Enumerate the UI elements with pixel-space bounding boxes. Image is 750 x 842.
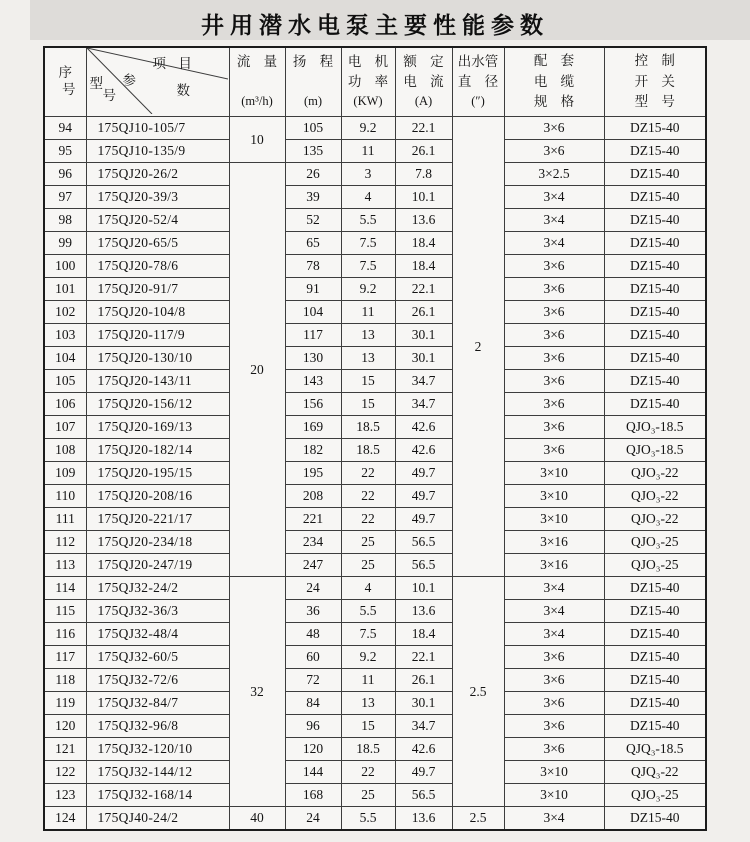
seq-cell: 112: [44, 531, 86, 554]
table-row: [44, 255, 706, 278]
head-cell: 182: [285, 439, 341, 462]
current-cell: 49.7: [395, 462, 452, 485]
cable-cell: 3×4: [504, 600, 604, 623]
table-row: [44, 646, 706, 669]
table-row: [44, 140, 706, 163]
header-power-line2: 功 率: [347, 74, 389, 90]
head-cell: 120: [285, 738, 341, 761]
switch-cell: DZ15-40: [604, 209, 706, 232]
head-cell: 144: [285, 761, 341, 784]
model-cell: 175QJ40-24/2: [86, 807, 229, 830]
header-switch: [604, 47, 706, 117]
table-row: [44, 117, 706, 140]
seq-cell: 94: [44, 117, 86, 140]
current-cell: 34.7: [395, 393, 452, 416]
table-row: [44, 600, 706, 623]
power-cell: 15: [341, 370, 395, 393]
power-cell: 25: [341, 784, 395, 807]
head-cell: 36: [285, 600, 341, 623]
table-row: [44, 301, 706, 324]
power-cell: 3: [341, 163, 395, 186]
head-cell: 60: [285, 646, 341, 669]
switch-cell: QJO₃-18.5: [604, 439, 706, 462]
switch-cell: DZ15-40: [604, 278, 706, 301]
table-row: [44, 163, 706, 186]
header-diagonal-param-1: 参: [122, 73, 136, 88]
power-cell: 11: [341, 140, 395, 163]
power-cell: 18.5: [341, 439, 395, 462]
power-cell: 13: [341, 347, 395, 370]
head-cell: 135: [285, 140, 341, 163]
header-cable-line1: 配 套: [533, 52, 575, 68]
flow-cell: 32: [229, 577, 285, 807]
seq-cell: 105: [44, 370, 86, 393]
current-cell: 56.5: [395, 784, 452, 807]
table-row: [44, 439, 706, 462]
cable-cell: 3×4: [504, 186, 604, 209]
current-cell: 10.1: [395, 186, 452, 209]
table-row: [44, 623, 706, 646]
model-cell: 175QJ32-24/2: [86, 577, 229, 600]
cable-cell: 3×4: [504, 232, 604, 255]
cable-cell: 3×4: [504, 577, 604, 600]
table-row: [44, 715, 706, 738]
seq-cell: 98: [44, 209, 86, 232]
current-cell: 30.1: [395, 324, 452, 347]
model-cell: 175QJ20-143/11: [86, 370, 229, 393]
current-cell: 22.1: [395, 646, 452, 669]
cable-cell: 3×10: [504, 508, 604, 531]
cable-cell: 3×6: [504, 278, 604, 301]
current-cell: 13.6: [395, 209, 452, 232]
head-cell: 65: [285, 232, 341, 255]
header-head-unit: (m): [303, 94, 323, 109]
table-row: [44, 738, 706, 761]
header-current-unit: (A): [414, 94, 433, 109]
header-diagonal: [86, 47, 229, 117]
table-row: [44, 577, 706, 600]
current-cell: 22.1: [395, 117, 452, 140]
cable-cell: 3×10: [504, 784, 604, 807]
seq-cell: 99: [44, 232, 86, 255]
table-row: [44, 186, 706, 209]
power-cell: 9.2: [341, 117, 395, 140]
header-switch-line1: 控 制: [634, 52, 675, 68]
head-cell: 96: [285, 715, 341, 738]
current-cell: 30.1: [395, 692, 452, 715]
model-cell: 175QJ32-168/14: [86, 784, 229, 807]
seq-cell: 102: [44, 301, 86, 324]
table-row: [44, 807, 706, 830]
table-row: [44, 393, 706, 416]
table-row: [44, 761, 706, 784]
header-current-line1: 额 定: [403, 54, 444, 70]
model-cell: 175QJ32-60/5: [86, 646, 229, 669]
current-cell: 42.6: [395, 416, 452, 439]
current-cell: 49.7: [395, 761, 452, 784]
cable-cell: 3×6: [504, 347, 604, 370]
current-cell: 26.1: [395, 669, 452, 692]
switch-cell: QJO₃-25: [604, 531, 706, 554]
power-cell: 5.5: [341, 600, 395, 623]
model-cell: 175QJ20-208/16: [86, 485, 229, 508]
seq-cell: 95: [44, 140, 86, 163]
cable-cell: 3×6: [504, 117, 604, 140]
header-switch-line2: 开 关: [634, 73, 675, 89]
model-cell: 175QJ20-117/9: [86, 324, 229, 347]
switch-cell: QJO₃-22: [604, 485, 706, 508]
seq-cell: 103: [44, 324, 86, 347]
seq-cell: 115: [44, 600, 86, 623]
seq-cell: 119: [44, 692, 86, 715]
seq-cell: 118: [44, 669, 86, 692]
seq-cell: 101: [44, 278, 86, 301]
switch-cell: QJO₃-25: [604, 784, 706, 807]
header-power-unit: (KW): [353, 94, 383, 109]
header-switch-line3: 型 号: [634, 94, 675, 110]
model-cell: 175QJ32-144/12: [86, 761, 229, 784]
model-cell: 175QJ20-39/3: [86, 186, 229, 209]
cable-cell: 3×6: [504, 738, 604, 761]
outlet-cell: 2.5: [452, 577, 504, 807]
head-cell: 169: [285, 416, 341, 439]
table-row: [44, 531, 706, 554]
power-cell: 22: [341, 508, 395, 531]
header-seq: [44, 47, 86, 117]
power-cell: 22: [341, 485, 395, 508]
head-cell: 221: [285, 508, 341, 531]
table-row: [44, 784, 706, 807]
power-cell: 7.5: [341, 232, 395, 255]
head-cell: 156: [285, 393, 341, 416]
current-cell: 18.4: [395, 623, 452, 646]
switch-cell: DZ15-40: [604, 347, 706, 370]
seq-cell: 100: [44, 255, 86, 278]
table-row: [44, 692, 706, 715]
switch-cell: DZ15-40: [604, 623, 706, 646]
power-cell: 25: [341, 531, 395, 554]
cable-cell: 3×6: [504, 715, 604, 738]
table-row: [44, 508, 706, 531]
head-cell: 72: [285, 669, 341, 692]
current-cell: 18.4: [395, 255, 452, 278]
switch-cell: DZ15-40: [604, 140, 706, 163]
power-cell: 5.5: [341, 209, 395, 232]
head-cell: 168: [285, 784, 341, 807]
switch-cell: DZ15-40: [604, 186, 706, 209]
current-cell: 49.7: [395, 508, 452, 531]
cable-cell: 3×6: [504, 370, 604, 393]
seq-cell: 110: [44, 485, 86, 508]
flow-cell: 20: [229, 163, 285, 577]
current-cell: 13.6: [395, 807, 452, 830]
cable-cell: 3×6: [504, 439, 604, 462]
power-cell: 18.5: [341, 416, 395, 439]
switch-cell: QJQ₃-22: [604, 761, 706, 784]
model-cell: 175QJ32-84/7: [86, 692, 229, 715]
header-diagonal-item: 项 目: [152, 56, 192, 71]
cable-cell: 3×6: [504, 692, 604, 715]
cable-cell: 3×2.5: [504, 163, 604, 186]
switch-cell: DZ15-40: [604, 577, 706, 600]
seq-cell: 117: [44, 646, 86, 669]
model-cell: 175QJ20-104/8: [86, 301, 229, 324]
head-cell: 104: [285, 301, 341, 324]
header-outlet-line1: 出水管: [457, 54, 499, 70]
head-cell: 105: [285, 117, 341, 140]
head-cell: 234: [285, 531, 341, 554]
model-cell: 175QJ20-182/14: [86, 439, 229, 462]
current-cell: 49.7: [395, 485, 452, 508]
head-cell: 195: [285, 462, 341, 485]
switch-cell: DZ15-40: [604, 255, 706, 278]
power-cell: 15: [341, 715, 395, 738]
switch-cell: DZ15-40: [604, 301, 706, 324]
switch-cell: QJO₃-25: [604, 554, 706, 577]
power-cell: 22: [341, 761, 395, 784]
current-cell: 26.1: [395, 301, 452, 324]
seq-cell: 121: [44, 738, 86, 761]
header-flow-label: 流 量: [236, 54, 278, 69]
switch-cell: QJO₃-18.5: [604, 416, 706, 439]
current-cell: 10.1: [395, 577, 452, 600]
cable-cell: 3×4: [504, 209, 604, 232]
current-cell: 7.8: [395, 163, 452, 186]
model-cell: 175QJ32-120/10: [86, 738, 229, 761]
cable-cell: 3×6: [504, 646, 604, 669]
switch-cell: DZ15-40: [604, 393, 706, 416]
model-cell: 175QJ20-52/4: [86, 209, 229, 232]
switch-cell: DZ15-40: [604, 117, 706, 140]
table-row: [44, 324, 706, 347]
switch-cell: DZ15-40: [604, 232, 706, 255]
header-outlet-line2: 直 径: [457, 74, 499, 90]
header-current: [395, 47, 452, 117]
head-cell: 78: [285, 255, 341, 278]
model-cell: 175QJ20-234/18: [86, 531, 229, 554]
seq-cell: 96: [44, 163, 86, 186]
seq-cell: 122: [44, 761, 86, 784]
cable-cell: 3×10: [504, 462, 604, 485]
model-cell: 175QJ20-221/17: [86, 508, 229, 531]
model-cell: 175QJ32-72/6: [86, 669, 229, 692]
seq-cell: 124: [44, 807, 86, 830]
model-cell: 175QJ32-48/4: [86, 623, 229, 646]
current-cell: 22.1: [395, 278, 452, 301]
head-cell: 84: [285, 692, 341, 715]
table-row: [44, 554, 706, 577]
parameters-table-wrapper: [43, 46, 707, 831]
table-row: [44, 209, 706, 232]
current-cell: 34.7: [395, 715, 452, 738]
switch-cell: DZ15-40: [604, 600, 706, 623]
head-cell: 52: [285, 209, 341, 232]
seq-cell: 111: [44, 508, 86, 531]
switch-cell: DZ15-40: [604, 163, 706, 186]
switch-cell: DZ15-40: [604, 324, 706, 347]
cable-cell: 3×4: [504, 623, 604, 646]
switch-cell: DZ15-40: [604, 646, 706, 669]
head-cell: 91: [285, 278, 341, 301]
table-row: [44, 232, 706, 255]
head-cell: 117: [285, 324, 341, 347]
flow-cell: 40: [229, 807, 285, 830]
switch-cell: DZ15-40: [604, 715, 706, 738]
current-cell: 18.4: [395, 232, 452, 255]
power-cell: 7.5: [341, 255, 395, 278]
switch-cell: QJO₃-22: [604, 462, 706, 485]
table-row: [44, 462, 706, 485]
seq-cell: 120: [44, 715, 86, 738]
header-head-label: 扬 程: [292, 54, 334, 69]
head-cell: 24: [285, 807, 341, 830]
power-cell: 15: [341, 393, 395, 416]
current-cell: 26.1: [395, 140, 452, 163]
head-cell: 39: [285, 186, 341, 209]
model-cell: 175QJ32-96/8: [86, 715, 229, 738]
flow-cell: 10: [229, 117, 285, 163]
power-cell: 7.5: [341, 623, 395, 646]
seq-cell: 104: [44, 347, 86, 370]
table-row: [44, 669, 706, 692]
power-cell: 9.2: [341, 646, 395, 669]
seq-cell: 113: [44, 554, 86, 577]
seq-cell: 116: [44, 623, 86, 646]
seq-cell: 97: [44, 186, 86, 209]
header-row: [44, 47, 706, 117]
head-cell: 24: [285, 577, 341, 600]
current-cell: 13.6: [395, 600, 452, 623]
model-cell: 175QJ20-26/2: [86, 163, 229, 186]
header-diagonal-model-1: 型: [89, 76, 103, 91]
switch-cell: DZ15-40: [604, 669, 706, 692]
outlet-cell: 2: [452, 117, 504, 577]
model-cell: 175QJ20-91/7: [86, 278, 229, 301]
power-cell: 18.5: [341, 738, 395, 761]
cable-cell: 3×6: [504, 301, 604, 324]
power-cell: 4: [341, 577, 395, 600]
model-cell: 175QJ10-105/7: [86, 117, 229, 140]
power-cell: 25: [341, 554, 395, 577]
model-cell: 175QJ32-36/3: [86, 600, 229, 623]
header-diagonal-param-2: 数: [176, 83, 190, 98]
header-cable-line2: 电 缆: [533, 73, 575, 89]
header-cable: [504, 47, 604, 117]
model-cell: 175QJ20-169/13: [86, 416, 229, 439]
header-outlet-unit: (″): [471, 94, 485, 109]
power-cell: 5.5: [341, 807, 395, 830]
head-cell: 143: [285, 370, 341, 393]
head-cell: 48: [285, 623, 341, 646]
header-seq-line2: 号: [62, 82, 76, 97]
header-head: [285, 47, 341, 117]
header-cable-line3: 规 格: [533, 94, 575, 110]
current-cell: 42.6: [395, 439, 452, 462]
table-row: [44, 278, 706, 301]
cable-cell: 3×10: [504, 485, 604, 508]
seq-cell: 108: [44, 439, 86, 462]
seq-cell: 123: [44, 784, 86, 807]
power-cell: 22: [341, 462, 395, 485]
cable-cell: 3×6: [504, 324, 604, 347]
switch-cell: QJO₃-22: [604, 508, 706, 531]
switch-cell: QJQ₃-18.5: [604, 738, 706, 761]
head-cell: 247: [285, 554, 341, 577]
model-cell: 175QJ20-130/10: [86, 347, 229, 370]
power-cell: 13: [341, 692, 395, 715]
table-row: [44, 416, 706, 439]
cable-cell: 3×6: [504, 255, 604, 278]
current-cell: 30.1: [395, 347, 452, 370]
header-current-line2: 电 流: [403, 74, 444, 90]
table-row: [44, 347, 706, 370]
power-cell: 11: [341, 301, 395, 324]
table-row: [44, 370, 706, 393]
switch-cell: DZ15-40: [604, 370, 706, 393]
current-cell: 56.5: [395, 531, 452, 554]
cable-cell: 3×6: [504, 140, 604, 163]
cable-cell: 3×6: [504, 669, 604, 692]
power-cell: 13: [341, 324, 395, 347]
header-flow: [229, 47, 285, 117]
seq-cell: 106: [44, 393, 86, 416]
header-outlet: [452, 47, 504, 117]
head-cell: 26: [285, 163, 341, 186]
seq-cell: 114: [44, 577, 86, 600]
header-seq-line1: 序: [58, 65, 72, 81]
power-cell: 4: [341, 186, 395, 209]
header-power: [341, 47, 395, 117]
header-flow-unit: (m³/h): [241, 94, 273, 109]
power-cell: 9.2: [341, 278, 395, 301]
cable-cell: 3×16: [504, 554, 604, 577]
cable-cell: 3×6: [504, 416, 604, 439]
model-cell: 175QJ20-156/12: [86, 393, 229, 416]
page-title: 井用潜水电泵主要性能参数: [201, 12, 549, 38]
head-cell: 130: [285, 347, 341, 370]
outlet-cell: 2.5: [452, 807, 504, 830]
table-body: [44, 117, 706, 830]
switch-cell: DZ15-40: [604, 807, 706, 830]
cable-cell: 3×6: [504, 393, 604, 416]
header-diagonal-model-2: 号: [102, 88, 116, 103]
model-cell: 175QJ20-65/5: [86, 232, 229, 255]
model-cell: 175QJ10-135/9: [86, 140, 229, 163]
table-row: [44, 485, 706, 508]
model-cell: 175QJ20-195/15: [86, 462, 229, 485]
model-cell: 175QJ20-247/19: [86, 554, 229, 577]
seq-cell: 109: [44, 462, 86, 485]
switch-cell: DZ15-40: [604, 692, 706, 715]
current-cell: 56.5: [395, 554, 452, 577]
current-cell: 34.7: [395, 370, 452, 393]
power-cell: 11: [341, 669, 395, 692]
parameters-table: [43, 46, 707, 831]
cable-cell: 3×16: [504, 531, 604, 554]
seq-cell: 107: [44, 416, 86, 439]
model-cell: 175QJ20-78/6: [86, 255, 229, 278]
header-power-line1: 电 机: [347, 54, 389, 70]
head-cell: 208: [285, 485, 341, 508]
current-cell: 42.6: [395, 738, 452, 761]
cable-cell: 3×10: [504, 761, 604, 784]
cable-cell: 3×4: [504, 807, 604, 830]
